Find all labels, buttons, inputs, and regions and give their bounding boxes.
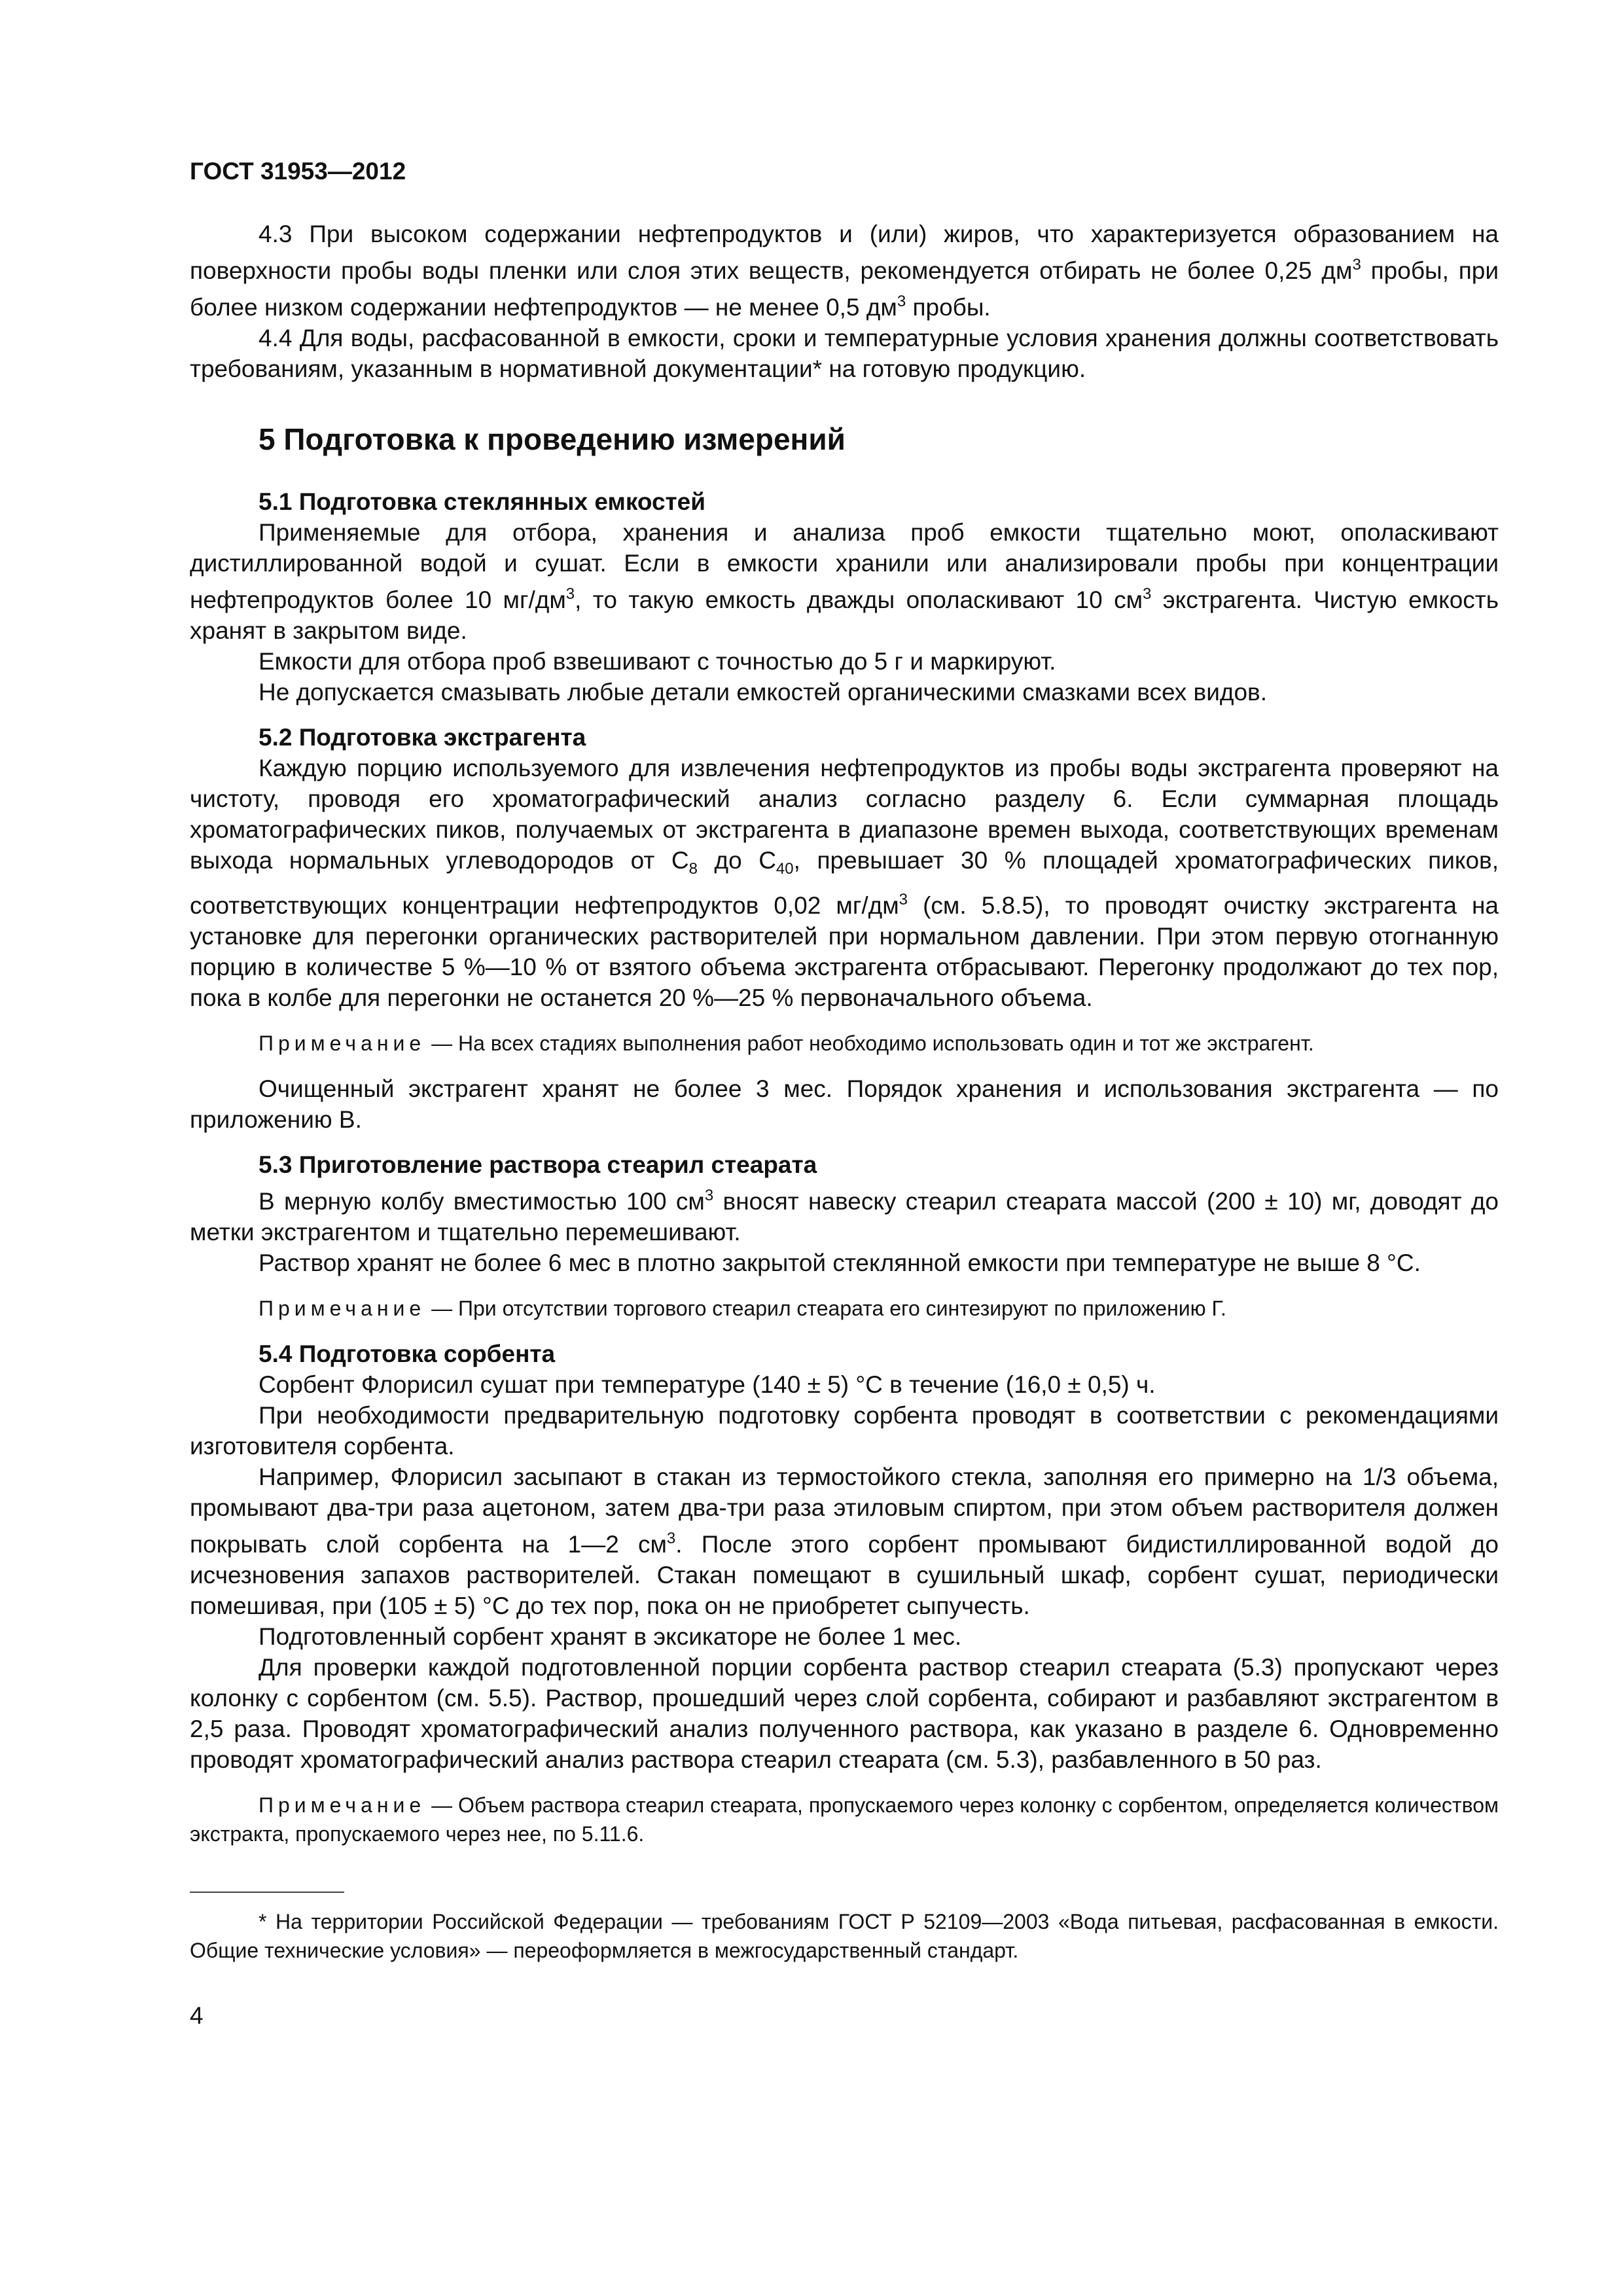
paragraph-5-3-2: Раствор хранят не более 6 мес в плотно закрытой стеклянной емкости при температуре не выше 8 °С. [259,1249,1421,1276]
document-id-header: ГОСТ 31953—2012 [190,158,406,185]
footnote-divider [190,1892,344,1893]
subsection-5-4-heading: 5.4 Подготовка сорбента [259,1340,556,1367]
paragraph-5-1-1: Применяемые для отбора, хранения и анализа проб емкости тщательно моют, ополаскивают дистиллированной водой и сушат. Если в емкости хранили или анализировали пробы при концентрации нефтепродуктов более 10 $мг/дм^3$, то такую емкость дважды ополаскивают 10 $см^3$ экстрагента. Чистую емкость хранят в закрытом виде. [190,519,1499,644]
paragraph-4-4: 4.4 Для воды, расфасованной в емкости, сроки и температурные условия хранения должны соответствовать требованиям, указанным в нормативной документации* на готовую продукцию. [190,325,1499,382]
paragraph-5-4-2: При необходимости предварительную подготовку сорбента проводят в соответствии с рекомендациями изготовителя сорбента. [190,1402,1499,1460]
paragraph-5-2-1: Каждую порцию используемого для извлечения нефтепродуктов из пробы воды экстрагента проверяют на чистоту, проводя его хроматографический анализ согласно разделу 6. Если суммарная площадь хроматографических пиков, получаемых от экстрагента в диапазоне времен выхода, соответствующих временам выхода нормальных углеводородов от $С_8$ до $С_{40}$, превышает 30 % площадей хроматографических пиков, соответствующих концентрации нефтепродуктов 0,02 $мг/дм^3$ (см. 5.8.5), то проводят очистку экстрагента на установке для перегонки органических растворителей при нормальном давлении. При этом первую отогнанную порцию в количестве 5 %—10 % от взятого объема экстрагента отбрасывают. Перегонку продолжают до тех пор, пока в колбе для перегонки не останется 20 %—25 % первоначального объема. [190,755,1499,1011]
subsection-5-2-heading: 5.2 Подготовка экстрагента [259,724,586,751]
paragraph-4-3: 4.3 При высоком содержании нефтепродуктов и (или) жиров, что характеризуется образованием на поверхности пробы воды пленки или слоя этих веществ, рекомендуется отбирать не более 0,25 $дм^3$ пробы, при более низком содержании нефтепродуктов — не менее 0,5 $дм^3$ пробы. [190,221,1499,321]
footnote: * На территории Российской Федерации — требованиям ГОСТ Р 52109—2003 «Вода питьевая, расфасованная в емкости. Общие технические условия» — переоформляется в межгосударственный стандарт. [190,1910,1499,1962]
paragraph-5-1-3: Не допускается смазывать любые детали емкостей органическими смазками всех видов. [259,679,1267,706]
subsection-5-3-heading: 5.3 Приготовление раствора стеарил стеарата [259,1151,817,1178]
note-5-2: Примечание — На всех стадиях выполнения работ необходимо использовать один и тот же экстрагент. [259,1031,1314,1055]
section-5-title: 5 Подготовка к проведению измерений [259,422,846,456]
subsection-5-1-heading: 5.1 Подготовка стеклянных емкостей [259,488,705,515]
paragraph-5-4-1: Сорбент Флорисил сушат при температуре (140 ± 5) °С в течение (16,0 ± 0,5) ч. [259,1371,1156,1398]
note-label: Примечание [259,1793,426,1817]
note-5-3: Примечание — При отсутствии торгового стеарил стеарата его синтезируют по приложению Г. [259,1297,1226,1320]
document-page [190,157,1499,2030]
paragraph-5-4-3: Например, Флорисил засыпают в стакан из термостойкого стекла, заполняя его примерно на 1/3 объема, промывают два-три раза ацетоном, затем два-три раза этиловым спиртом, при этом объем растворителя должен покрывать слой сорбента на 1—2 $см^3$. После этого сорбент промывают бидистиллированной водой до исчезновения запахов растворителей. Стакан помещают в сушильный шкаф, сорбент сушат, периодически помешивая, при (105 ± 5) °С до тех пор, пока он не приобретет сыпучесть. [190,1463,1499,1619]
page-number: 4 [190,2002,204,2029]
paragraph-5-2-2: Очищенный экстрагент хранят не более 3 мес. Порядок хранения и использования экстрагента — по приложению В. [190,1075,1499,1133]
note-label: Примечание [259,1297,426,1320]
note-label: Примечание [259,1031,426,1055]
paragraph-5-3-1: В мерную колбу вместимостью 100 $см^3$ вносят навеску стеарил стеарата массой (200 ± 10) мг, доводят до метки экстрагентом и тщательно перемешивают. [190,1187,1499,1246]
paragraph-5-4-5: Для проверки каждой подготовленной порции сорбента раствор стеарил стеарата (5.3) пропускают через колонку с сорбентом (см. 5.5). Раствор, прошедший через слой сорбента, собирают и разбавляют экстрагентом в 2,5 раза. Проводят хроматографический анализ полученного раствора, как указано в разделе 6. Одновременно проводят хроматографический анализ раствора стеарил стеарата (см. 5.3), разбавленного в 50 раз. [190,1654,1499,1773]
paragraph-5-1-2: Емкости для отбора проб взвешивают с точностью до 5 г и маркируют. [259,648,1056,675]
note-5-4: Примечание — Объем раствора стеарил стеарата, пропускаемого через колонку с сорбентом, определяется количеством экстракта, пропускаемого через нее, по 5.11.6. [190,1793,1499,1846]
paragraph-5-4-4: Подготовленный сорбент хранят в эксикаторе не более 1 мес. [259,1623,962,1650]
